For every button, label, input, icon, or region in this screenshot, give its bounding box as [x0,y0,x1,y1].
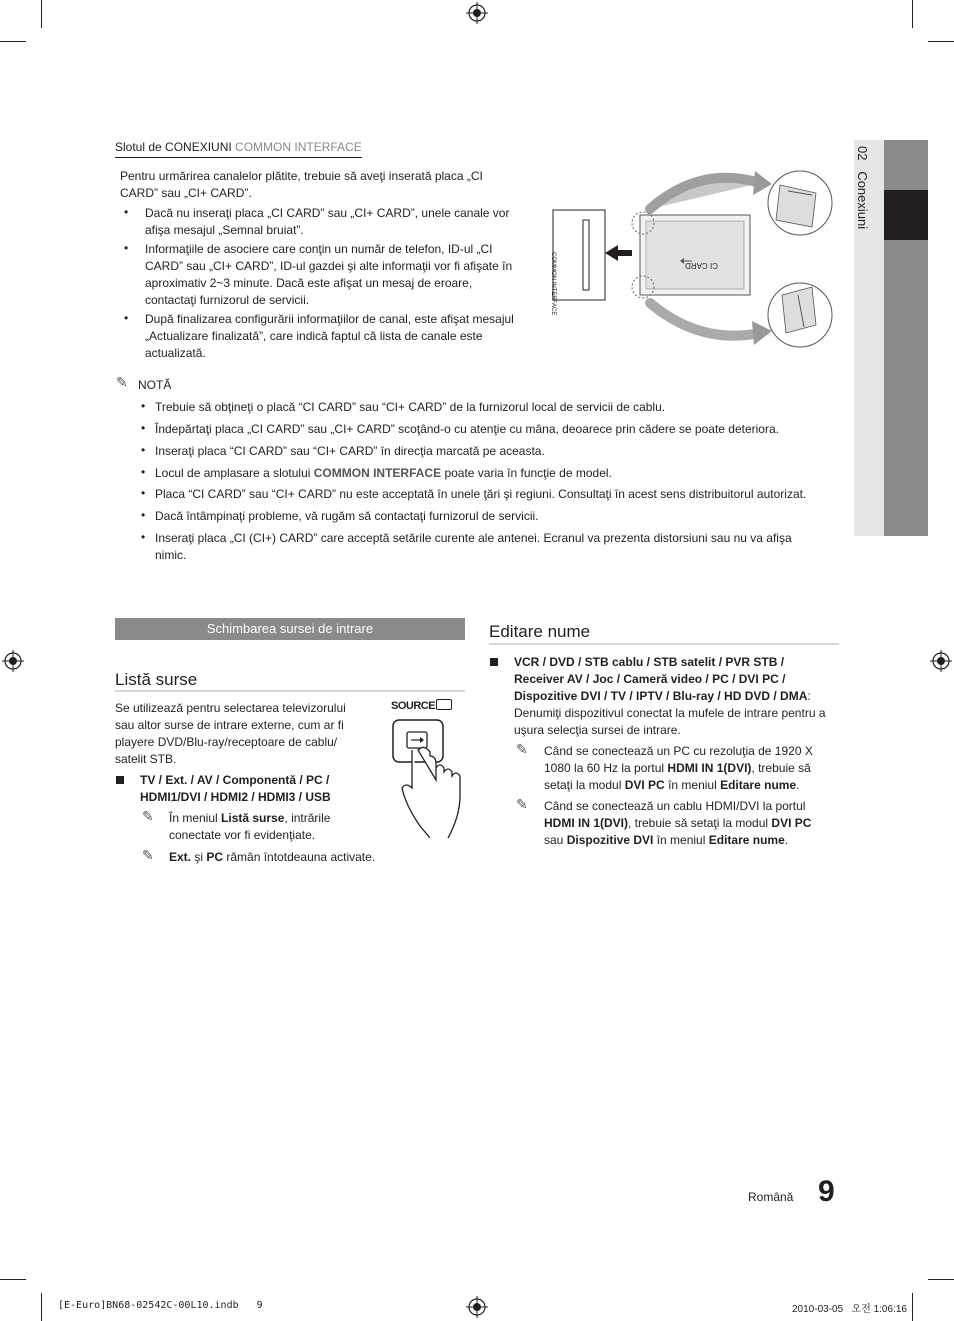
chapter-number: 02 [855,146,870,161]
bullet-icon: • [141,399,146,413]
registration-mark-icon [2,650,24,672]
lista-note: În meniul Listă surse, intrările conectate vor fi evidenţiate. [169,811,331,842]
note-item: Inseraţi placa “CI CARD” sau “CI+ CARD” în direcţia marcată pe aceasta. [155,444,545,458]
lista-note: Ext. şi PC rămân întotdeauna activate. [169,850,376,864]
registration-mark-icon [930,650,952,672]
note-item: Placa “CI CARD” sau “CI+ CARD” nu este acceptată în unele ţări şi regiuni. Consultaţi în acest sens distribuitorul autorizat. [155,487,807,501]
note-item: Îndepărtaţi placa „CI CARD” sau „CI+ CARD” scoţând-o cu atenţie cu mâna, deoarece prin cădere se poate deteriora. [155,422,779,436]
pencil-note-icon: ✎ [516,741,528,757]
bullet-icon: • [141,421,146,435]
square-bullet-icon [490,658,498,666]
crop-mark [0,1279,26,1280]
pencil-note-icon: ✎ [142,808,154,824]
hand-pressing-button-icon [390,716,465,838]
ci-intro: Pentru urmărirea canalelor plătite, trebuie să aveţi inserată placa „CI CARD” sau „CI+ CARD”. [120,169,483,200]
footer-timestamp: 2010-03-05 오전 1:06:16 [792,1304,907,1315]
note-item-slot: Locul de amplasare a slotului COMMON INTERFACE poate varia în funcţie de model. [155,466,612,480]
editare-note: Când se conectează un cablu HDMI/DVI la portul HDMI IN 1(DVI), trebuie să setaţi la modul DVI PC sau Dispozitive DVI în meniul Editare nume. [544,799,812,847]
card-label: CI CARD [685,261,718,270]
ci-bullet: Dacă nu inseraţi placa „CI CARD” sau „CI+ CARD”, unele canale vor afişa mesajul „Semnal bruiat”. [145,206,510,237]
heading-rule [115,690,465,692]
pencil-note-icon: ✎ [142,847,154,863]
editare-heading: Editare nume [489,622,591,641]
ci-card-illustration [550,165,840,355]
crop-mark [0,41,26,42]
section-banner: Schimbarea sursei de intrare [115,618,465,640]
chapter-tab-block [884,240,928,536]
pencil-note-icon: ✎ [116,374,128,390]
source-button-label: SOURCE [391,699,452,712]
chapter-title: Conexiuni [855,171,870,230]
crop-mark [912,1293,913,1321]
chapter-label [855,146,870,229]
source-icon [436,699,452,710]
footer-language: Română [748,1190,794,1204]
crop-mark [928,41,954,42]
ci-bullet: Informaţiile de asociere care conţin un număr de telefon, ID-ul „CI CARD” sau „CI+ CARD”, ID-ul gazdei şi alte informaţii vor fi afişate în aproximativ 2~3 minute. Dacă este afişat un mesaj de eroare, contactaţi furnizorul de servicii. [145,242,513,307]
bullet-icon: • [141,443,146,457]
ci-bullet: După finalizarea configurării informaţiilor de canal, este afişat mesajul „Actualizare finalizată”, care indică faptul că lista de canale este actualizată. [145,312,514,360]
heading-rule [489,643,839,645]
bullet-icon: • [141,530,146,544]
registration-mark-icon [466,2,488,24]
lista-sources-line: TV / Ext. / AV / Componentă / PC / [140,773,330,787]
square-bullet-icon [116,776,124,784]
bullet-icon: • [124,241,129,255]
page-number: 9 [818,1175,835,1208]
bullet-icon: • [141,508,146,522]
crop-mark [928,1279,954,1280]
registration-mark-icon [466,1296,488,1318]
note-item: Inseraţi placa „CI (CI+) CARD” care acceptă setările curente ale antenei. Ecranul va prezenta distorsiuni sau nu va afişa nimic. [155,531,792,562]
crop-mark [41,1293,42,1321]
editare-note: Când se conectează un PC cu rezoluţia de 1920 X 1080 la 60 Hz la portul HDMI IN 1(DVI), trebuie să setaţi la modul DVI PC în meniul Editare nume. [544,744,813,792]
note-label: NOTĂ [138,378,172,392]
editare-list: VCR / DVD / STB cablu / STB satelit / PVR STB / Receiver AV / Joc / Cameră video / PC / DVI PC / Dispozitive DVI / TV / IPTV / Blu-ray / HD DVD / DMA: Denumiţi dispozitivul conectat la mufele de intrare pentru a uşura selecţia sursei de intrare. [514,655,826,737]
note-item: Dacă întâmpinaţi probleme, vă rugăm să contactaţi furnizorul de servicii. [155,509,539,523]
chapter-tab-block [884,140,928,190]
ci-section-heading: Slotul de CONEXIUNI COMMON INTERFACE [115,140,362,154]
chapter-tab-active [884,190,928,240]
pencil-note-icon: ✎ [516,796,528,812]
lista-sources-line: HDMI1/DVI / HDMI2 / HDMI3 / USB [140,790,331,804]
crop-mark [41,0,42,28]
lista-heading: Listă surse [115,670,198,689]
bullet-icon: • [124,311,129,325]
note-item: Trebuie să obţineţi o placă “CI CARD” sau “CI+ CARD” de la furnizorul local de servicii de cablu. [155,400,666,414]
lista-intro: Se utilizează pentru selectarea televizorului sau altor surse de intrare externe, cum ar fi playere DVD/Blu-ray/receptoare de cablu/ satelit STB. [115,701,346,766]
bullet-icon: • [124,205,129,219]
bullet-icon: • [141,465,146,479]
crop-mark [912,0,913,28]
bullet-icon: • [141,486,146,500]
footer-file: [E-Euro]BN68-02542C-00L10.indb 9 [58,1300,263,1311]
